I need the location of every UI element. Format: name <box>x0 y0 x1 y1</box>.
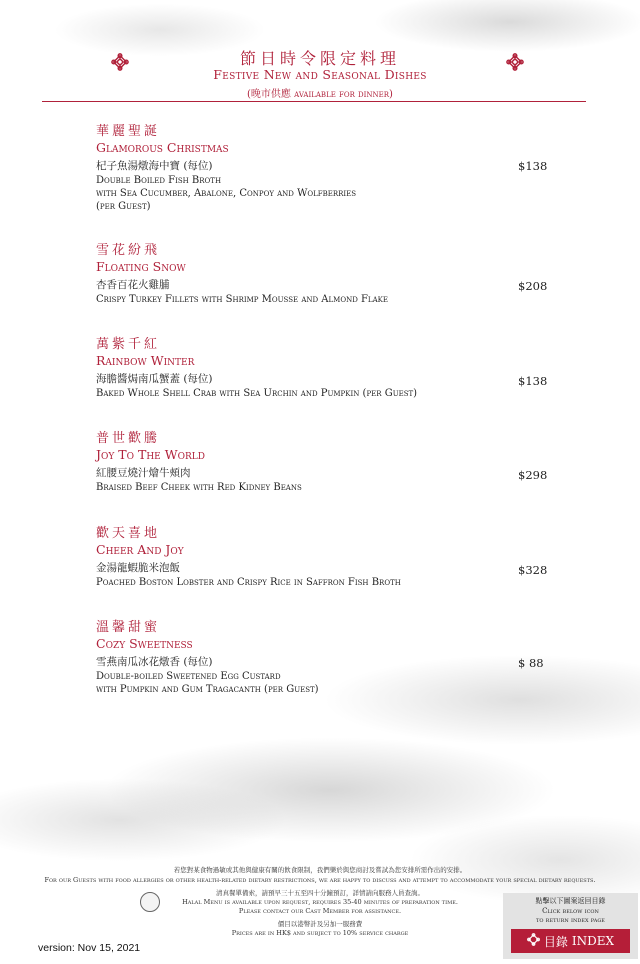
allergy-note-zh: 若您對某食物過敏或其他與健康有關的飲食限制，我們樂於與您商討及嘗試為您安排所需作出的安排。 <box>173 866 467 874</box>
section-title-zh: 華麗聖誕 <box>96 124 161 139</box>
page-title-zh: 節日時令限定料理 <box>239 49 400 68</box>
menu-section-cheer-and-joy <box>96 526 576 589</box>
dish-description-line: Poached Boston Lobster and Crispy Rice in Saffron Fish Broth <box>96 577 401 588</box>
dish-description-line: with Pumpkin and Gum Tragacanth (per Guest) <box>96 684 319 695</box>
version-label: version: Nov 15, 2021 <box>38 942 141 954</box>
section-title-en: Floating Snow <box>96 259 186 274</box>
index-hint-en-1: Click below icon <box>542 907 599 915</box>
dish-name-zh: 杞子魚湯燉海中寶 (每位) <box>96 160 213 172</box>
section-title-zh: 歡天喜地 <box>96 526 161 541</box>
price-floating-snow: $208 <box>518 279 548 293</box>
index-button[interactable] <box>511 929 630 953</box>
menu-section-joy-to-the-world <box>96 431 576 494</box>
dish-name-zh: 杏香百花火雞脯 <box>96 279 170 291</box>
price-note-en: Prices are in HK$ and subject to 10% service charge <box>231 929 409 937</box>
dish-name-zh: 海膽醬焗南瓜蟹蓋 (每位) <box>96 373 213 385</box>
dish-description-line: with Sea Cucumber, Abalone, Conpoy and Wolfberries <box>96 188 357 199</box>
section-title-en: Rainbow Winter <box>96 353 195 368</box>
price-cheer-and-joy: $328 <box>518 563 548 577</box>
dish-name-zh: 雪燕南瓜冰花燉香 (每位) <box>96 656 213 668</box>
price-glamorous-christmas: $138 <box>518 159 548 173</box>
dish-description-line: Double-boiled Sweetened Egg Custard <box>96 671 281 682</box>
dish-description-line: (per Guest) <box>96 201 151 212</box>
section-title-en: Cheer And Joy <box>96 542 184 557</box>
section-title-en: Cozy Sweetness <box>96 636 193 651</box>
section-title-zh: 普世歡騰 <box>96 431 161 446</box>
menu-section-floating-snow <box>96 243 576 306</box>
index-hint-zh: 點擊以下圖案返回目錄 <box>535 897 606 905</box>
section-title-en: Glamorous Christmas <box>96 140 229 155</box>
price-cozy-sweetness: $ 88 <box>518 656 544 670</box>
index-panel <box>503 893 638 959</box>
menu-section-glamorous-christmas <box>96 124 576 213</box>
page-title-en: Festive New and Seasonal Dishes <box>213 67 427 82</box>
endless-knot-icon <box>527 933 540 949</box>
index-button-label-zh: 目錄 <box>543 934 568 949</box>
price-note-zh: 價目以港幣計及另加一服務費 <box>277 920 363 928</box>
dish-description-line: Crispy Turkey Fillets with Shrimp Mousse and Almond Flake <box>96 294 388 305</box>
section-title-zh: 雪花紛飛 <box>96 243 161 258</box>
allergy-note-en: For our Guests with food allergies or other health-related dietary restrictions, we are happy to discuss and attempt to accommodate your special dietary requests. <box>44 876 596 884</box>
halal-contact-note: Please contact our Cast Member for assistance. <box>238 907 402 915</box>
index-button-label-en: INDEX <box>571 934 615 948</box>
index-hint-en-2: to return index page <box>536 916 605 924</box>
dish-name-zh: 紅腰豆燒汁燴牛頰肉 <box>96 467 191 479</box>
dish-name-zh: 金湯龍蝦脆米泡飯 <box>96 562 180 574</box>
section-title-en: Joy To The World <box>96 447 205 462</box>
dish-description-line: Double Boiled Fish Broth <box>96 175 222 186</box>
price-joy-to-the-world: $298 <box>518 468 548 482</box>
section-title-zh: 溫馨甜蜜 <box>96 620 161 635</box>
dish-description-line: Baked Whole Shell Crab with Sea Urchin and Pumpkin (per Guest) <box>96 388 418 399</box>
price-rainbow-winter: $138 <box>518 374 548 388</box>
header-divider <box>42 101 586 102</box>
menu-section-cozy-sweetness <box>96 620 576 696</box>
page-subtitle: (晚市供應 available for dinner) <box>247 89 393 100</box>
dish-description-line: Braised Beef Cheek with Red Kidney Beans <box>96 482 302 493</box>
menu-section-rainbow-winter <box>96 337 576 400</box>
halal-note-zh: 清真餐單備索，請預早三十五至四十分鐘預訂，詳情請向服務人員查詢。 <box>216 889 424 897</box>
halal-note-en: Halal Menu is available upon request, requires 35-40 minutes of preparation time. <box>182 898 458 906</box>
section-title-zh: 萬紫千紅 <box>96 337 161 352</box>
